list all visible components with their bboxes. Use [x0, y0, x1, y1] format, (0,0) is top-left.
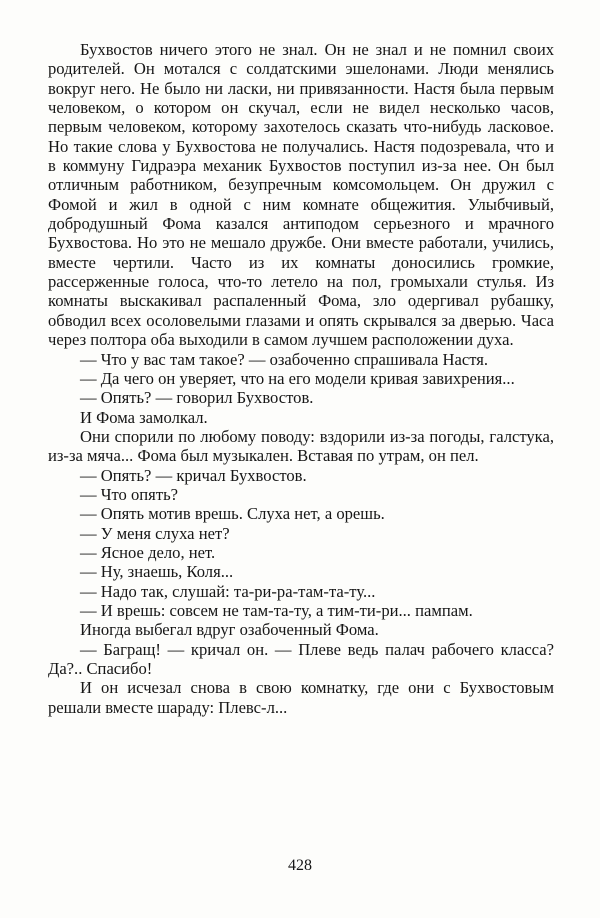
page-text — [48, 40, 554, 717]
paragraph-15: Иногда выбегал вдруг озабоченный Фома. — [80, 620, 379, 640]
paragraph-6: Они спорили по любому поводу: вздорили из-за погоды, галстука, из-за мяча... Фома был музыкален. Вставая по утрам, он пел. — [48, 426, 554, 466]
paragraph-12: — Ну, знаешь, Коля... — [80, 562, 234, 582]
paragraph-1: Бухвостов ничего этого не знал. Он не знал и не помнил своих родителей. Он мотался с солдатскими эшелонами. Люди менялись вокруг него. Не было ни ласки, ни привязанности. Настя была первым человеком, о котором он скучал, если не видел несколько часов, первым человеком, которому захотелось сказать что-нибудь ласковое. Но такие слова у Бухвостова не получались. Настя подозревала, что и в коммуну Гидраэра механик Бухвостов поступил из-за нее. Он был отличным работником, безупречным комсомольцем. Он дружил с Фомой и жил в одной с ним комнате общежития. Улыбчивый, добродушный Фома казался антиподом серьезного и мрачного Бухвостова. Но это не мешало дружбе. Они вместе работали, учились, вместе чертили. Часто из их комнаты доносились громкие, рассерженные голоса, что-то летело на пол, громыхали стулья. Из комнаты выскакивал распаленный Фома, зло одергивал рубашку, обводил всех осоловелыми глазами и опять скрывался за дверью. Часа через полтора оба выходили в самом лучшем расположении духа. — [48, 40, 554, 350]
paragraph-11: — Ясное дело, нет. — [80, 542, 216, 562]
paragraph-10: — У меня слуха нет? — [80, 523, 230, 543]
page-number: 428 — [288, 857, 312, 874]
paragraph-8: — Что опять? — [80, 484, 178, 504]
paragraph-7: — Опять? — кричал Бухвостов. — [80, 465, 307, 485]
paragraph-13: — Надо так, слушай: та-ри-ра-там-та-ту... — [80, 581, 376, 601]
paragraph-5: И Фома замолкал. — [80, 407, 208, 427]
paragraph-9: — Опять мотив врешь. Слуха нет, а орешь. — [80, 504, 385, 524]
paragraph-17: И он исчезал снова в свою комнатку, где они с Бухвостовым решали вместе шараду: Плевс-л... — [48, 678, 554, 717]
paragraph-16: — Багращ! — кричал он. — Плеве ведь палач рабочего класса? Да?.. Спасибо! — [48, 639, 554, 678]
paragraph-4: — Опять? — говорил Бухвостов. — [80, 388, 314, 408]
paragraph-14: — И врешь: совсем не там-та-ту, а тим-ти-ри... пампам. — [80, 600, 473, 620]
paragraph-2: — Что у вас там такое? — озабоченно спрашивала Настя. — [80, 349, 489, 369]
paragraph-3: — Да чего он уверяет, что на его модели кривая завихрения... — [80, 368, 515, 388]
